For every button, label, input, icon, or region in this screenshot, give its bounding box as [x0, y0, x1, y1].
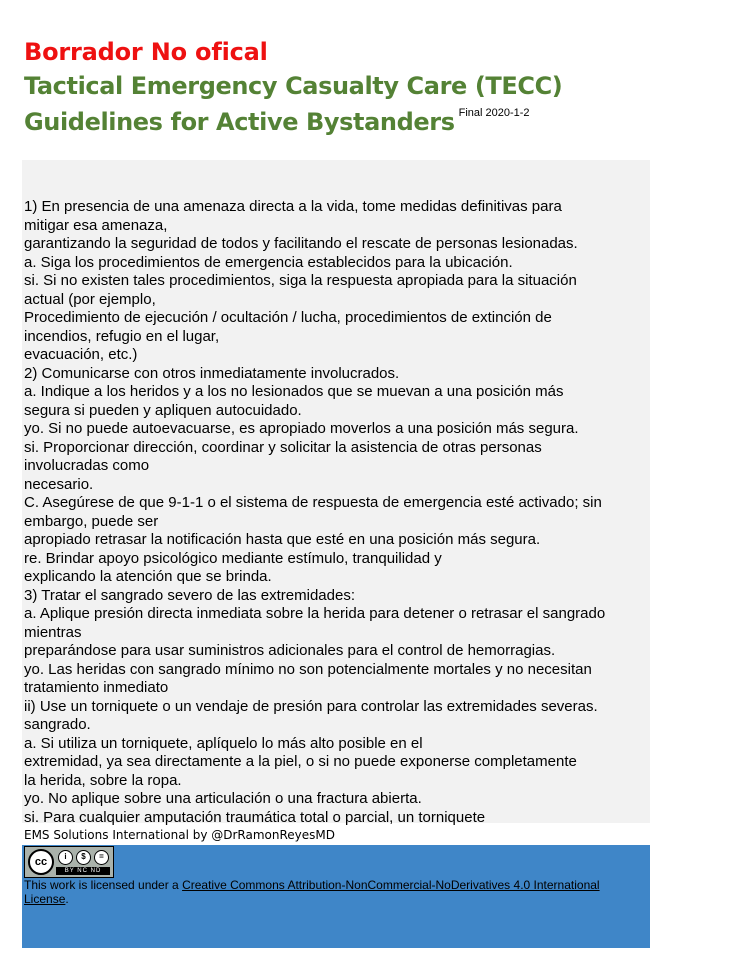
attribution-icon: i: [58, 850, 73, 865]
content-line: garantizando la seguridad de todos y facilitando el rescate de personas lesionadas.: [24, 235, 578, 252]
badge-bar-text: BY NC ND: [56, 867, 110, 875]
content-line: incendios, refugio en el lugar,: [24, 327, 220, 345]
license-suffix: .: [65, 892, 69, 906]
content-line: a. Aplique presión directa inmediata sobre la herida para detener o retrasar el sangrado: [24, 605, 606, 622]
content-line: mientras: [24, 623, 82, 641]
guidelines-content: [24, 198, 650, 827]
noderivatives-icon: =: [94, 850, 109, 865]
content-line: embargo, puede ser: [24, 512, 159, 530]
license-prefix: This work is licensed under a: [24, 878, 183, 892]
content-line: a. Siga los procedimientos de emergencia establecidos para la ubicación.: [24, 253, 513, 271]
content-line: yo. Si no puede autoevacuarse, es apropiado moverlos a una posición más segura.: [24, 420, 579, 437]
content-line: extremidad, ya sea directamente a la piel, o si no puede exponerse completamente: [24, 753, 577, 770]
content-line: segura si pueden y apliquen autocuidado.: [24, 401, 302, 419]
license-text: [24, 878, 644, 906]
content-line: a. Indique a los heridos y a los no lesionados que se muevan a una posición más: [24, 383, 564, 400]
draft-label: Borrador No ofical: [24, 38, 268, 66]
content-line: 3) Tratar el sangrado severo de las extremidades:: [24, 586, 356, 604]
noncommercial-icon: $: [76, 850, 91, 865]
version-label: Final 2020-1-2: [458, 107, 530, 119]
content-line: re. Brindar apoyo psicológico mediante estímulo, tranquilidad y: [24, 549, 442, 567]
content-line: evacuación, etc.): [24, 346, 138, 363]
license-link[interactable]: Creative Commons Attribution-NonCommercial-NoDerivatives 4.0 International License: [24, 878, 600, 906]
content-line: actual (por ejemplo,: [24, 290, 156, 308]
content-line: ii) Use un torniquete o un vendaje de presión para controlar las extremidades severas.: [24, 697, 598, 715]
content-line: explicando la atención que se brinda.: [24, 568, 272, 585]
title-line-2: [24, 104, 714, 140]
content-line: mitigar esa amenaza,: [24, 216, 168, 234]
content-line: sangrado.: [24, 716, 91, 733]
content-line: a. Si utiliza un torniquete, aplíquelo lo más alto posible en el: [24, 734, 423, 752]
cc-icon: cc: [28, 849, 54, 875]
content-line: 1) En presencia de una amenaza directa a la vida, tome medidas definitivas para: [24, 198, 562, 215]
content-line: C. Asegúrese de que 9-1-1 o el sistema de respuesta de emergencia esté activado; sin: [24, 494, 602, 511]
content-line: si. Proporcionar dirección, coordinar y solicitar la asistencia de otras personas: [24, 438, 542, 456]
cc-license-badge[interactable]: [24, 846, 114, 878]
content-line: Procedimiento de ejecución / ocultación / lucha, procedimientos de extinción de: [24, 309, 552, 326]
content-line: preparándose para usar suministros adicionales para el control de hemorragias.: [24, 642, 556, 659]
footer-credit: EMS Solutions International by @DrRamonReyesMD: [24, 828, 336, 842]
content-line: yo. No aplique sobre una articulación o una fractura abierta.: [24, 790, 422, 807]
content-line: la herida, sobre la ropa.: [24, 771, 182, 789]
content-line: si. Si no existen tales procedimientos, siga la respuesta apropiada para la situación: [24, 272, 577, 289]
content-line: tratamiento inmediato: [24, 679, 169, 696]
content-line: yo. Las heridas con sangrado mínimo no son potencialmente mortales y no necesitan: [24, 660, 592, 678]
content-line: 2) Comunicarse con otros inmediatamente involucrados.: [24, 364, 400, 382]
content-line: apropiado retrasar la notificación hasta que esté en una posición más segura.: [24, 531, 541, 548]
document-header: [24, 36, 714, 140]
title-line-1: Tactical Emergency Casualty Care (TECC): [24, 72, 563, 100]
content-line: necesario.: [24, 475, 94, 493]
license-panel: [22, 845, 650, 948]
content-line: involucradas como: [24, 457, 150, 474]
title-line-2-text: Guidelines for Active Bystanders: [24, 108, 455, 136]
content-line: si. Para cualquier amputación traumática total o parcial, un torniquete: [24, 808, 486, 826]
